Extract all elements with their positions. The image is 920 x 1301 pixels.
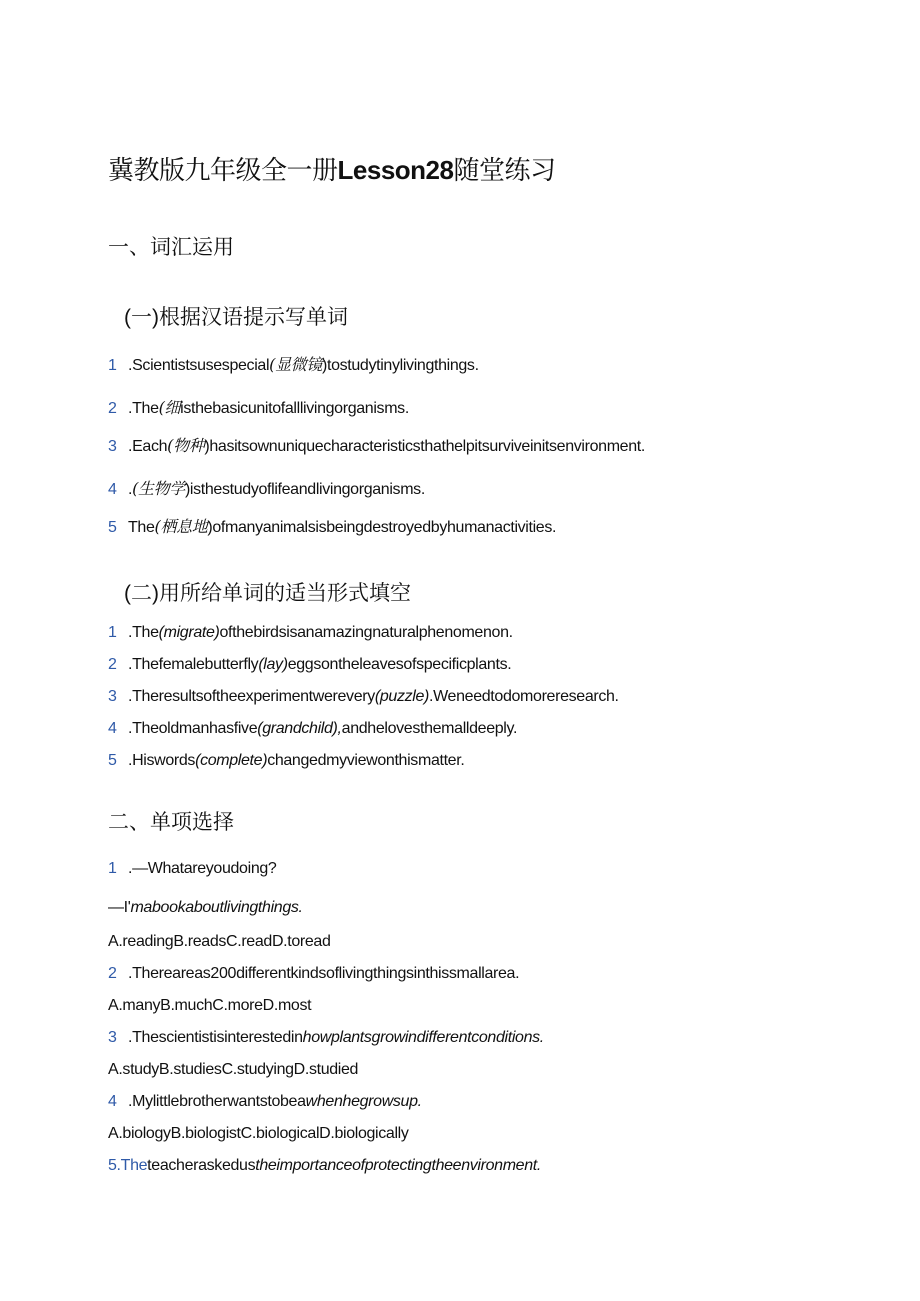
part1-item-2: 2 .The(细isthebasicunitofalllivingorganisms. bbox=[108, 398, 409, 417]
question-1-options: A.readingB.readsC.readD.toread bbox=[108, 933, 331, 950]
part2-heading: (二)用所给单词的适当形式填空 bbox=[124, 582, 411, 605]
part1-heading: (一)根据汉语提示写单词 bbox=[124, 306, 348, 329]
part2-item-1: 1 .The(migrate)ofthebirdsisanamazingnaturalphenomenon. bbox=[108, 624, 513, 641]
part1-item-5: 5 The(栖息地)ofmanyanimalsisbeingdestroyedbyhumanactivities. bbox=[108, 517, 557, 536]
question-2: 2 .Thereareas200differentkindsoflivingthingsinthissmallarea. bbox=[108, 965, 520, 982]
title-prefix: 冀教版九年级全一册 bbox=[108, 155, 338, 185]
section2-heading: 二、单项选择 bbox=[108, 811, 234, 834]
part1-item-1: 1 .Scientistsusespecial(显微镜)tostudytinylivingthings. bbox=[108, 355, 479, 374]
title-suffix: 随堂练习 bbox=[453, 155, 556, 185]
question-5: 5.Theteacheraskedustheimportanceofprotectingtheenvironment. bbox=[108, 1157, 541, 1174]
hint: (lay) bbox=[258, 656, 288, 673]
hint: (细 bbox=[158, 398, 181, 417]
question-3-options: A.studyB.studiesC.studyingD.studied bbox=[108, 1061, 359, 1078]
hint: (生物学 bbox=[132, 479, 185, 498]
question-1: 1 .—Whatareyoudoing? bbox=[108, 860, 277, 877]
hint: (grandchild), bbox=[257, 720, 342, 737]
section1-heading: 一、词汇运用 bbox=[108, 236, 234, 259]
part2-item-3: 3 .Theresultsoftheexperimentwerevery(puzzle).Weneedtodomoreresearch. bbox=[108, 688, 619, 705]
hint: (栖息地 bbox=[154, 517, 208, 536]
hint: (物种 bbox=[167, 436, 205, 455]
hint: (migrate) bbox=[158, 624, 220, 641]
page-title bbox=[108, 150, 555, 187]
hint: (显微镜 bbox=[269, 355, 323, 374]
part2-item-4: 4 .Theoldmanhasfive(grandchild),andhelovesthemalldeeply. bbox=[108, 720, 518, 737]
hint: (puzzle) bbox=[374, 688, 429, 705]
title-lesson: Lesson28 bbox=[337, 155, 454, 185]
part1-item-3: 3 .Each(物种)hasitsownuniquecharacteristicsthathelpitsurviveinitsenvironment. bbox=[108, 436, 645, 455]
question-4-options: A.biologyB.biologistC.biologicalD.biologically bbox=[108, 1125, 409, 1142]
part2-item-2: 2 .Thefemalebutterfly(lay)eggsontheleavesofspecificplants. bbox=[108, 656, 512, 673]
question-2-options: A.manyB.muchC.moreD.most bbox=[108, 997, 312, 1014]
part2-item-5: 5 .Hiswords(complete)changedmyviewonthismatter. bbox=[108, 752, 465, 769]
question-4: 4 .Mylittlebrotherwantstobeawhenhegrowsup. bbox=[108, 1093, 422, 1110]
question-3: 3 .Thescientistisinterestedinhowplantsgrowindifferentconditions. bbox=[108, 1029, 544, 1046]
question-1-answer-line: —I'mabookaboutlivingthings. bbox=[108, 899, 303, 916]
hint: (complete) bbox=[195, 752, 268, 769]
part1-item-4: 4 .(生物学)isthestudyoflifeandlivingorganisms. bbox=[108, 479, 425, 498]
